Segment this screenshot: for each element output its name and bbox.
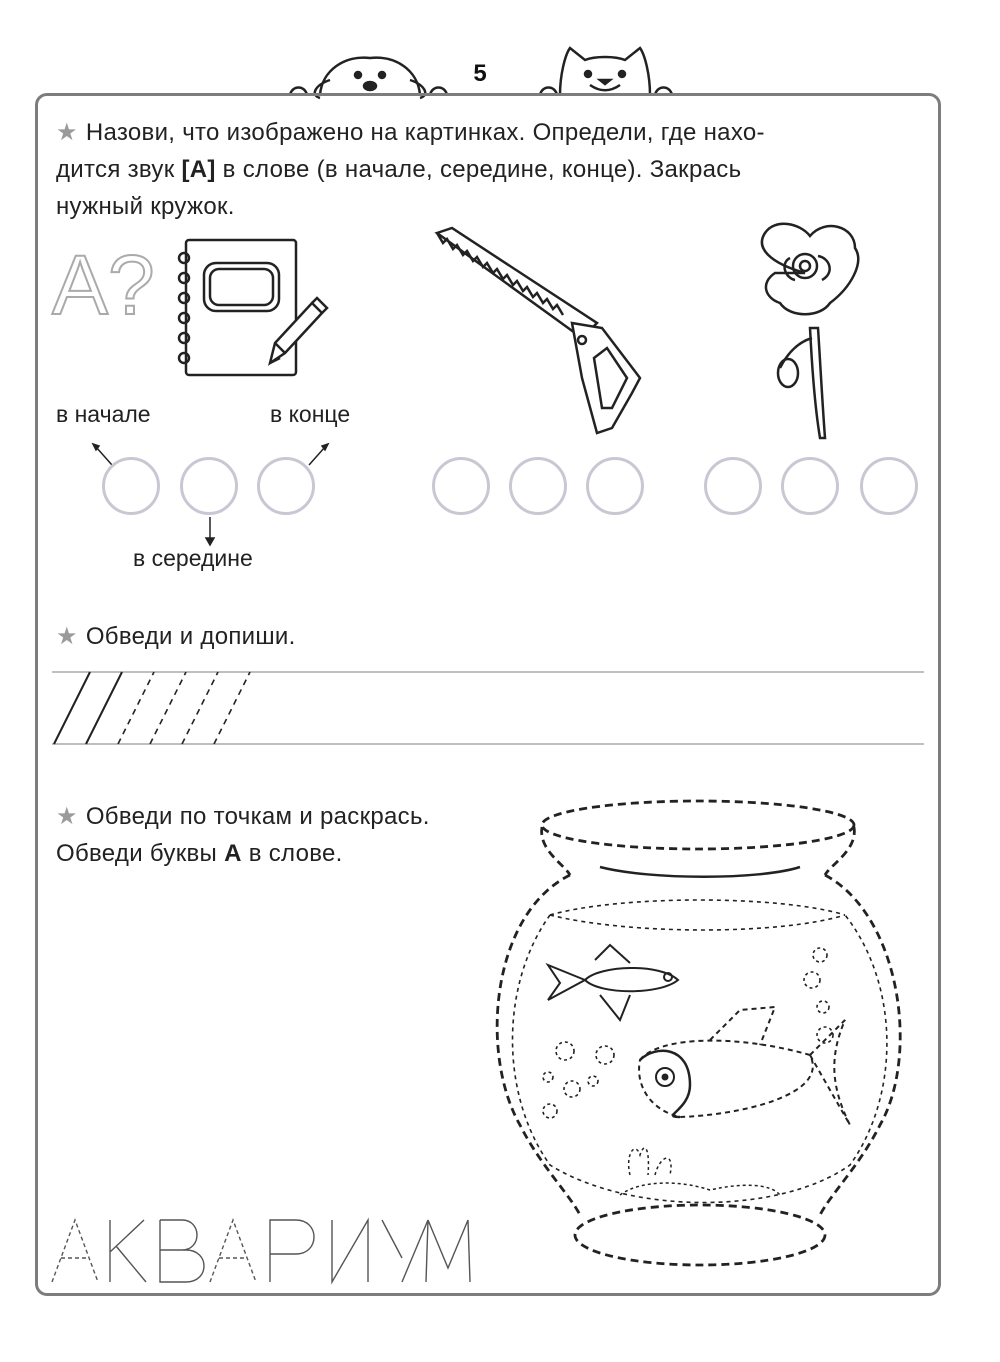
answer-circle-3-middle[interactable] xyxy=(781,457,839,515)
answer-circle-3-end[interactable] xyxy=(860,457,918,515)
sound-a: [А] xyxy=(181,156,216,183)
label-start: в начале xyxy=(56,401,151,427)
answer-circle-2-middle[interactable] xyxy=(509,457,567,515)
task2-text: Обведи и допиши. xyxy=(85,623,296,650)
star-icon: ★ xyxy=(56,803,78,830)
star-icon: ★ xyxy=(56,623,78,650)
letter-a-bold: А xyxy=(224,840,242,867)
aquarium-word[interactable] xyxy=(50,1218,480,1286)
arrows xyxy=(0,0,1000,600)
label-middle: в середине xyxy=(133,545,253,571)
task1-line1: Назови, что изображено на картинках. Определи, где нахо- xyxy=(85,119,765,146)
aquarium-drawing[interactable] xyxy=(480,795,920,1275)
answer-circle-1-start[interactable] xyxy=(102,457,160,515)
task3-instructions xyxy=(56,798,430,872)
answer-circle-2-start[interactable] xyxy=(432,457,490,515)
task1-line3: нужный кружок. xyxy=(56,193,235,220)
task3-line2-start: Обведи буквы xyxy=(56,840,225,867)
label-end: в конце xyxy=(270,401,351,427)
handwriting-lines[interactable] xyxy=(52,670,924,750)
task2-instructions xyxy=(56,618,296,655)
page-number: 5 xyxy=(473,60,487,87)
task1-line2-start: дится звук xyxy=(56,156,182,183)
answer-circle-1-middle[interactable] xyxy=(180,457,238,515)
answer-circle-1-end[interactable] xyxy=(257,457,315,515)
task1-line2-end: в слове (в начале, середине, конце). Закрась xyxy=(215,156,742,183)
star-icon: ★ xyxy=(56,119,78,146)
task3-line1: Обведи по точкам и раскрась. xyxy=(85,803,430,830)
answer-circle-3-start[interactable] xyxy=(704,457,762,515)
answer-circle-2-end[interactable] xyxy=(586,457,644,515)
prompt-letter: А? xyxy=(52,238,155,332)
task3-line2-end: в слове. xyxy=(241,840,343,867)
